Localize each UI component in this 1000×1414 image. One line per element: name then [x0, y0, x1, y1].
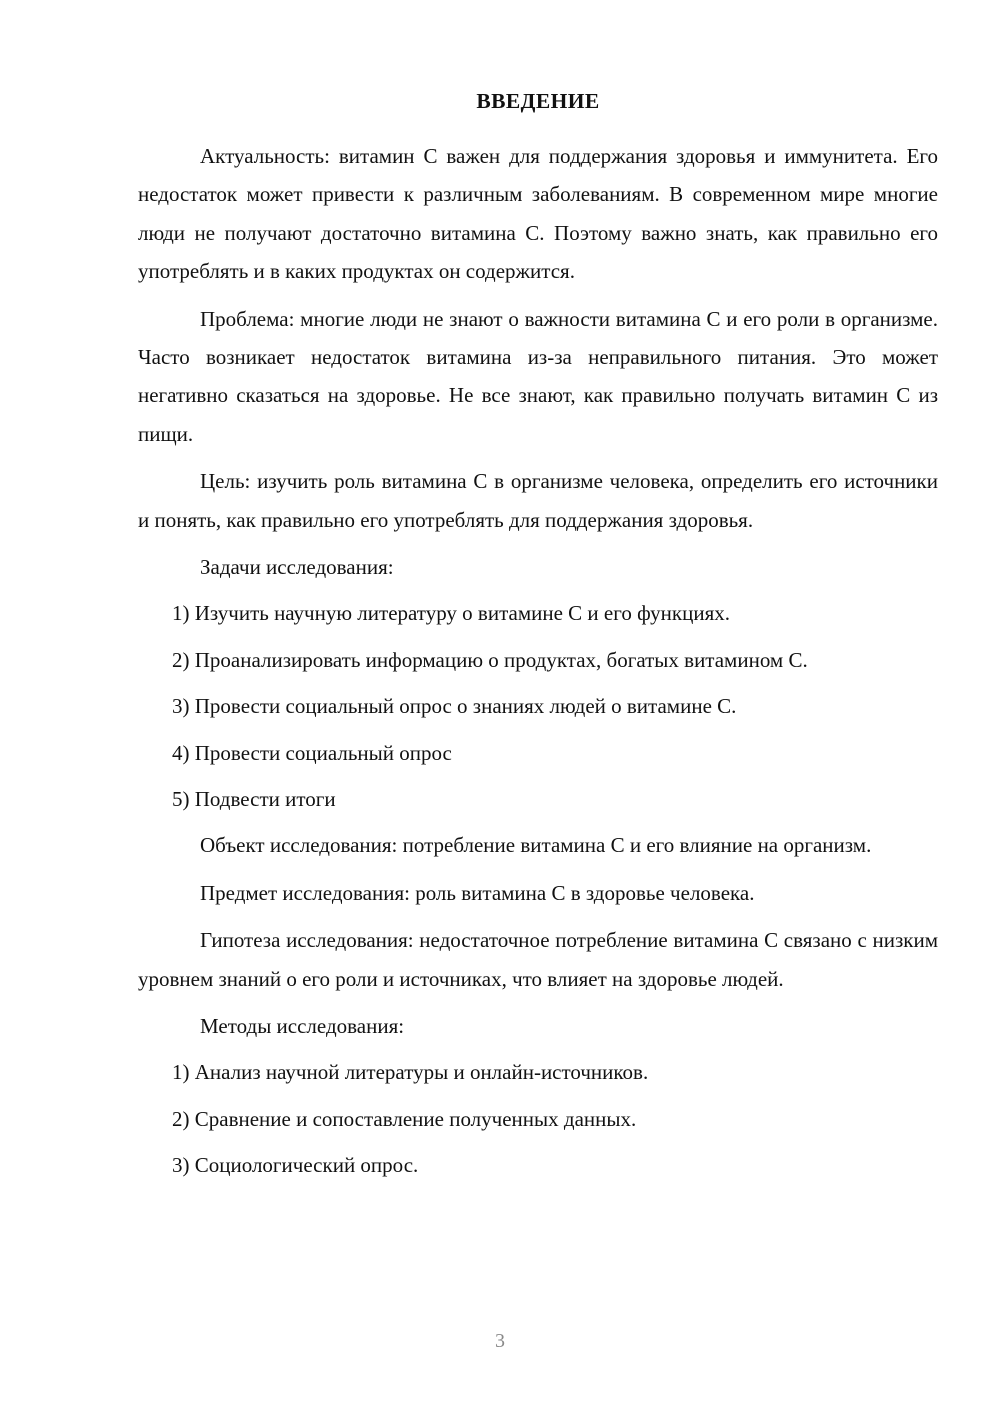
list-item: 1) Изучить научную литературу о витамине С и его функциях. [172, 601, 730, 626]
paragraph-goal: Цель: изучить роль витамина С в организме человека, определить его источники и понять, как правильно его употреблять для поддержания здоровья. [138, 469, 938, 532]
paragraph-spacer [138, 539, 938, 548]
list-spacer [138, 679, 938, 687]
paragraph-spacer [138, 453, 938, 462]
paragraph-subject: Предмет исследования: роль витамина С в здоровье человека. [200, 880, 755, 905]
list-spacer [138, 772, 938, 780]
list-item: 3) Провести социальный опрос о знаниях людей о витамине С. [172, 694, 737, 719]
paragraph-spacer [138, 291, 938, 300]
paragraph-spacer [138, 865, 938, 874]
list-spacer [138, 726, 938, 734]
paragraph-hypothesis: Гипотеза исследования: недостаточное потребление витамина С связано с низким уровнем знаний о его роли и источниках, что влияет на здоровье людей. [138, 928, 938, 991]
list-spacer [138, 1138, 938, 1146]
list-spacer [138, 586, 938, 594]
list-item: 2) Проанализировать информацию о продуктах, богатых витамином С. [172, 647, 808, 672]
paragraph-relevance: Актуальность: витамин С важен для поддержания здоровья и иммунитета. Его недостаток может привести к различным заболеваниям. В современном мире многие люди не получают достаточно витамина С. Поэтому важно знать, как правильно его употреблять и в каких продуктах он содержится. [138, 143, 938, 284]
list-item: 4) Провести социальный опрос [172, 740, 452, 765]
document-body [138, 88, 938, 1185]
list-spacer [138, 1045, 938, 1053]
paragraph-spacer [138, 912, 938, 921]
list-item: 2) Сравнение и сопоставление полученных данных. [172, 1106, 637, 1131]
list-item: 3) Социологический опрос. [172, 1153, 419, 1178]
page-number: 3 [495, 1330, 505, 1352]
heading-methods: Методы исследования: [200, 1014, 405, 1038]
paragraph-object: Объект исследования: потребление витамина С и его влияние на организм. [200, 833, 872, 858]
list-spacer [138, 1092, 938, 1100]
paragraph-spacer [138, 998, 938, 1007]
heading-tasks: Задачи исследования: [200, 554, 394, 579]
list-item: 5) Подвести итоги [172, 786, 336, 811]
paragraph-problem: Проблема: многие люди не знают о важности витамина С и его роли в организме. Часто возникает недостаток витамина из-за неправильного питания. Это может негативно сказаться на здоровье. Не все знают, как правильно получать витамин С из пищи. [138, 306, 938, 446]
list-item: 1) Анализ научной литературы и онлайн-источников. [172, 1060, 649, 1085]
page-title: ВВЕДЕНИЕ [476, 89, 600, 113]
list-spacer [138, 633, 938, 641]
list-spacer [138, 818, 938, 826]
